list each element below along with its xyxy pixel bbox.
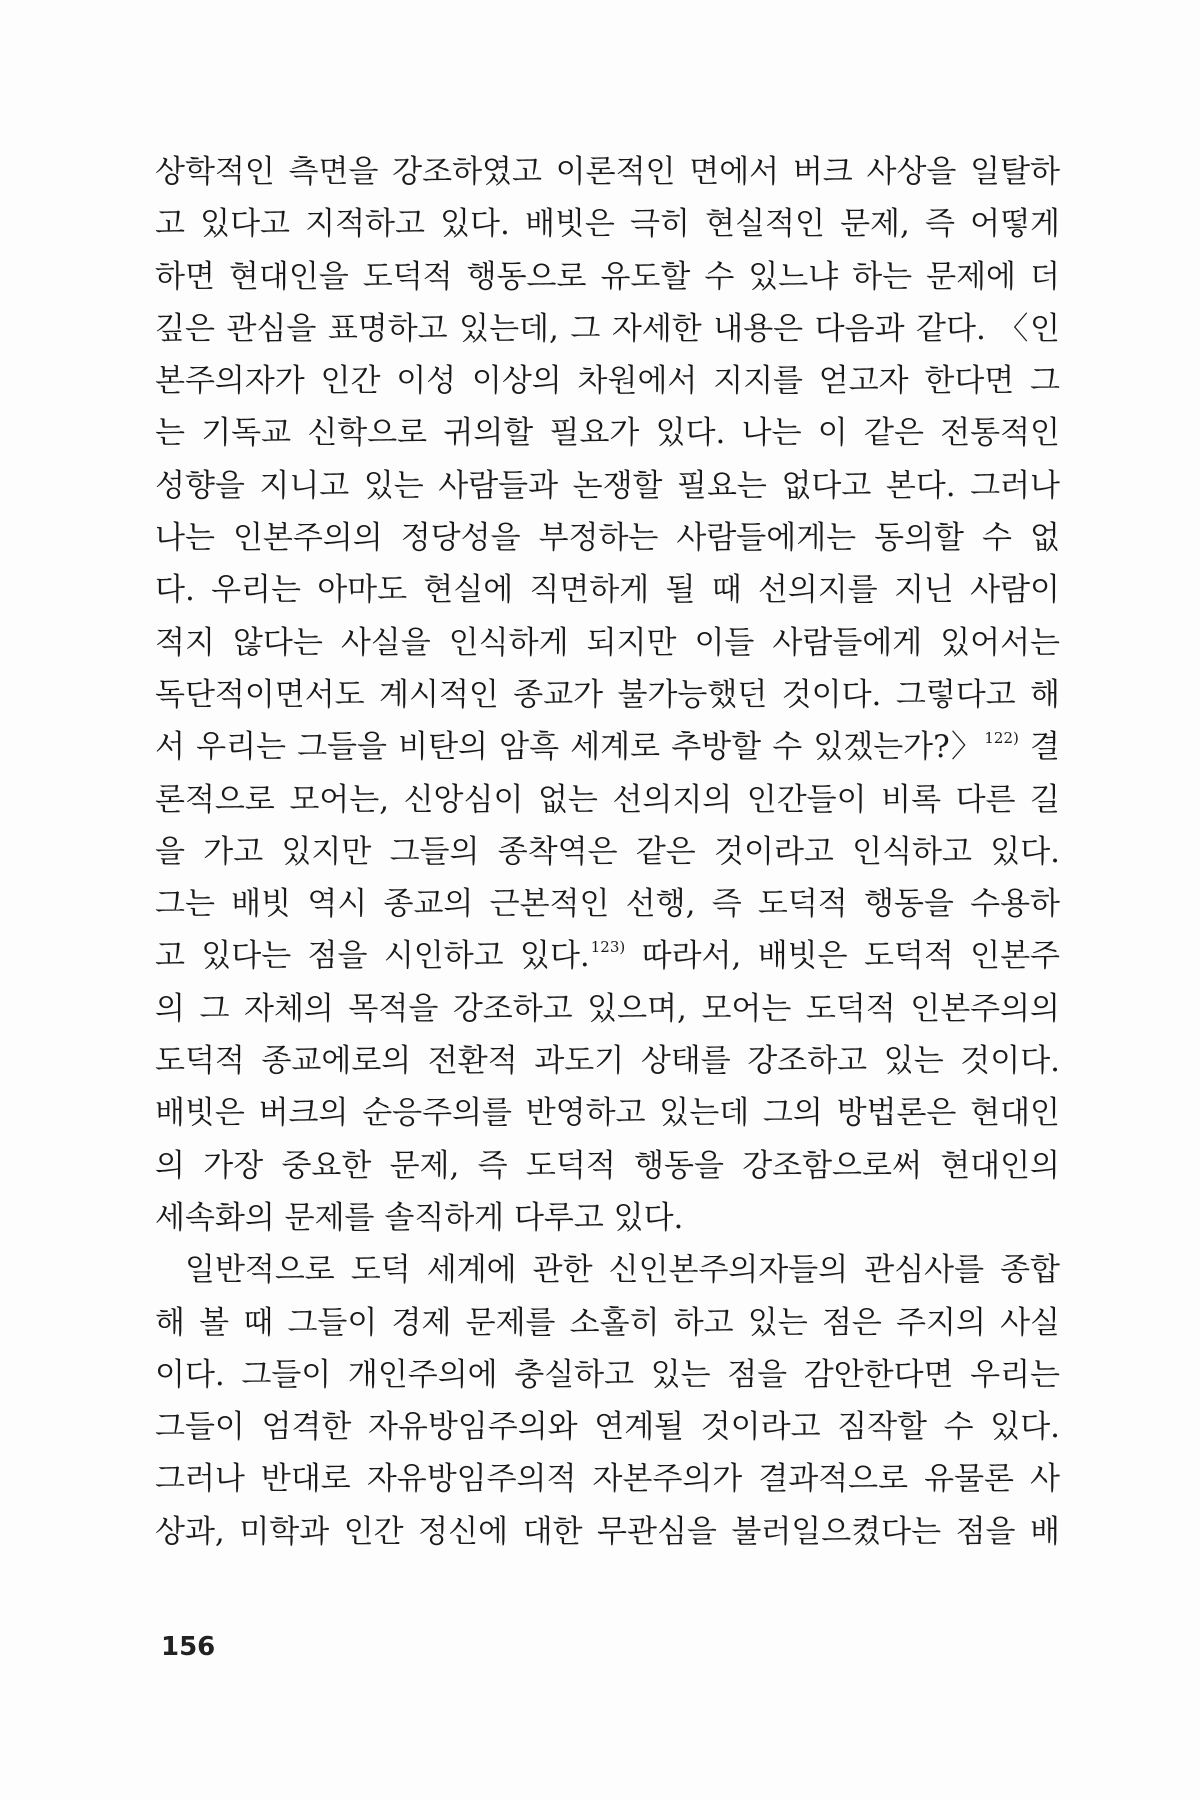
body-text (155, 146, 1060, 1558)
text-line: 나는 인본주의의 정당성을 부정하는 사람들에게는 동의할 수 없 (155, 520, 1060, 557)
text-line: 도덕적 종교에로의 전환적 과도기 상태를 강조하고 있는 것이다. (155, 1043, 1060, 1080)
text-line: 독단적이면서도 계시적인 종교가 불가능했던 것이다. 그렇다고 해 (155, 676, 1060, 713)
text-line: 하면 현대인을 도덕적 행동으로 유도할 수 있느냐 하는 문제에 더 (155, 258, 1060, 295)
text-line-with-footnote (155, 930, 1060, 982)
text-line: 는 기독교 신학으로 귀의할 필요가 있다. 나는 이 같은 전통적인 (155, 415, 1060, 452)
text-line: 을 가고 있지만 그들의 종착역은 같은 것이라고 인식하고 있다. (155, 833, 1060, 870)
paragraph-end-line: 세속화의 문제를 솔직하게 다루고 있다. (155, 1199, 684, 1236)
text-line: 성향을 지니고 있는 사람들과 논쟁할 필요는 없다고 본다. 그러나 (155, 467, 1060, 504)
text-line: 그는 배빗 역시 종교의 근본적인 선행, 즉 도덕적 행동을 수용하 (155, 886, 1060, 923)
text-line: 해 볼 때 그들이 경제 문제를 소홀히 하고 있는 점은 주지의 사실 (155, 1304, 1060, 1341)
text-segment: 따라서, 배빗은 도덕적 인본주 (625, 938, 1061, 975)
text-line: 의 가장 중요한 문제, 즉 도덕적 행동을 강조함으로써 현대인의 (155, 1147, 1060, 1184)
text-line: 의 그 자체의 목적을 강조하고 있으며, 모어는 도덕적 인본주의의 (155, 990, 1060, 1027)
text-line: 깊은 관심을 표명하고 있는데, 그 자세한 내용은 다음과 같다. 〈인 (155, 310, 1060, 347)
text-line-with-footnote (155, 721, 1060, 773)
text-line: 본주의자가 인간 이성 이상의 차원에서 지지를 얻고자 한다면 그 (155, 363, 1060, 400)
text-line: 적지 않다는 사실을 인식하게 되지만 이들 사람들에게 있어서는 (155, 624, 1060, 661)
text-line: 이다. 그들이 개인주의에 충실하고 있는 점을 감안한다면 우리는 (155, 1356, 1060, 1393)
text-line: 론적으로 모어는, 신앙심이 없는 선의지의 인간들이 비록 다른 길 (155, 781, 1060, 818)
text-line: 상학적인 측면을 강조하였고 이론적인 면에서 버크 사상을 일탈하 (155, 154, 1060, 190)
text-segment: 결 (1018, 729, 1060, 766)
text-segment: 서 우리는 그들을 비탄의 암흑 세계로 추방할 수 있겠는가?〉 (155, 729, 984, 766)
footnote-marker-123: 123) (590, 938, 626, 957)
text-segment: 고 있다는 점을 시인하고 있다. (155, 938, 590, 975)
text-line: 그들이 엄격한 자유방임주의와 연계될 것이라고 짐작할 수 있다. (155, 1409, 1060, 1446)
text-line: 그러나 반대로 자유방임주의적 자본주의가 결과적으로 유물론 사 (155, 1461, 1060, 1498)
text-line: 다. 우리는 아마도 현실에 직면하게 될 때 선의지를 지닌 사람이 (155, 572, 1060, 609)
footnote-marker-122: 122) (984, 729, 1019, 748)
text-line: 고 있다고 지적하고 있다. 배빗은 극히 현실적인 문제, 즉 어떻게 (155, 206, 1060, 243)
page-number: 156 (161, 1632, 216, 1662)
paragraph-start-line: 일반적으로 도덕 세계에 관한 신인본주의자들의 관심사를 종합 (185, 1252, 1060, 1289)
text-line: 상과, 미학과 인간 정신에 대한 무관심을 불러일으켰다는 점을 배 (155, 1513, 1060, 1550)
text-line: 배빗은 버크의 순응주의를 반영하고 있는데 그의 방법론은 현대인 (155, 1095, 1060, 1132)
